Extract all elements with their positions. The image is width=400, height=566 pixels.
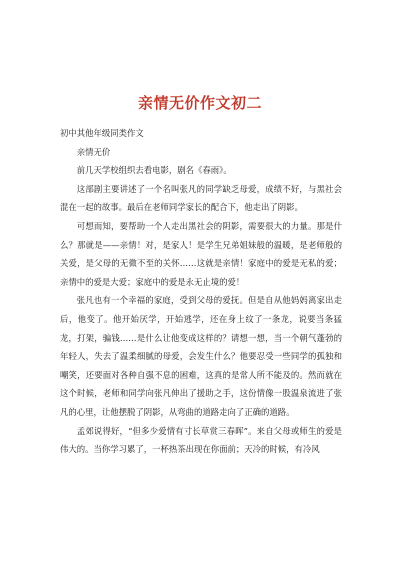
paragraph-3: 可想而知，要帮助一个人走出黑社会的阴影，需要很大的力量。那是什么？那就是——亲情！对，是家人！是学生兄弟姐妹般的温暖，是老师般的关爱，是父母的无微不至的关怀……这就是亲情！家庭中的爱是无私的爱；亲情中的爱是大爱；家庭中的爱是永无止境的爱！ [60, 220, 342, 287]
paragraph-2: 这部剧主要讲述了一个名叫张凡的同学缺乏母爱，成绩不好，与黑社会混在一起的故事。最后在老师同学家长的配合下，他走出了阴影。 [60, 183, 342, 213]
paragraph-4: 张凡也有一个幸福的家庭，受到父母的爱抚。但是自从他妈妈离家出走后，他变了。他开始厌学，开始逃学，还在身上纹了一条龙，说要当条猛龙，打架，骗钱……是什么让他变成这样的？请想一想，当一个朝气蓬勃的年轻人，失去了温柔细腻的母爱，会发生什么？他要忍受一些同学的孤独和嘲笑，还要面对各种自强不息的困难，这真的是常人所不能及的。然而就在这个时候，老师和同学向张凡伸出了援助之手，这份情像一股温泉流进了张凡的心里，让他摆脱了阴影，从弯曲的道路走向了正确的道路。 [60, 295, 342, 417]
paragraph-5: 孟郊说得好，“但多少爱情有寸长草赏三春晖”。来自父母或师生的爱是伟大的。当你学习累了，一杯热茶出现在你面前；天冷的时候，有冷风 [60, 425, 342, 455]
paragraph-1: 前几天学校组织去看电影，剧名《春雨》。 [76, 165, 232, 176]
paragraph-subtitle: 亲情无价 [76, 146, 111, 157]
document-title: 亲情无价作文初二 [137, 94, 262, 112]
document-body [60, 124, 342, 459]
category-line: 初中其他年级同类作文 [60, 128, 144, 138]
